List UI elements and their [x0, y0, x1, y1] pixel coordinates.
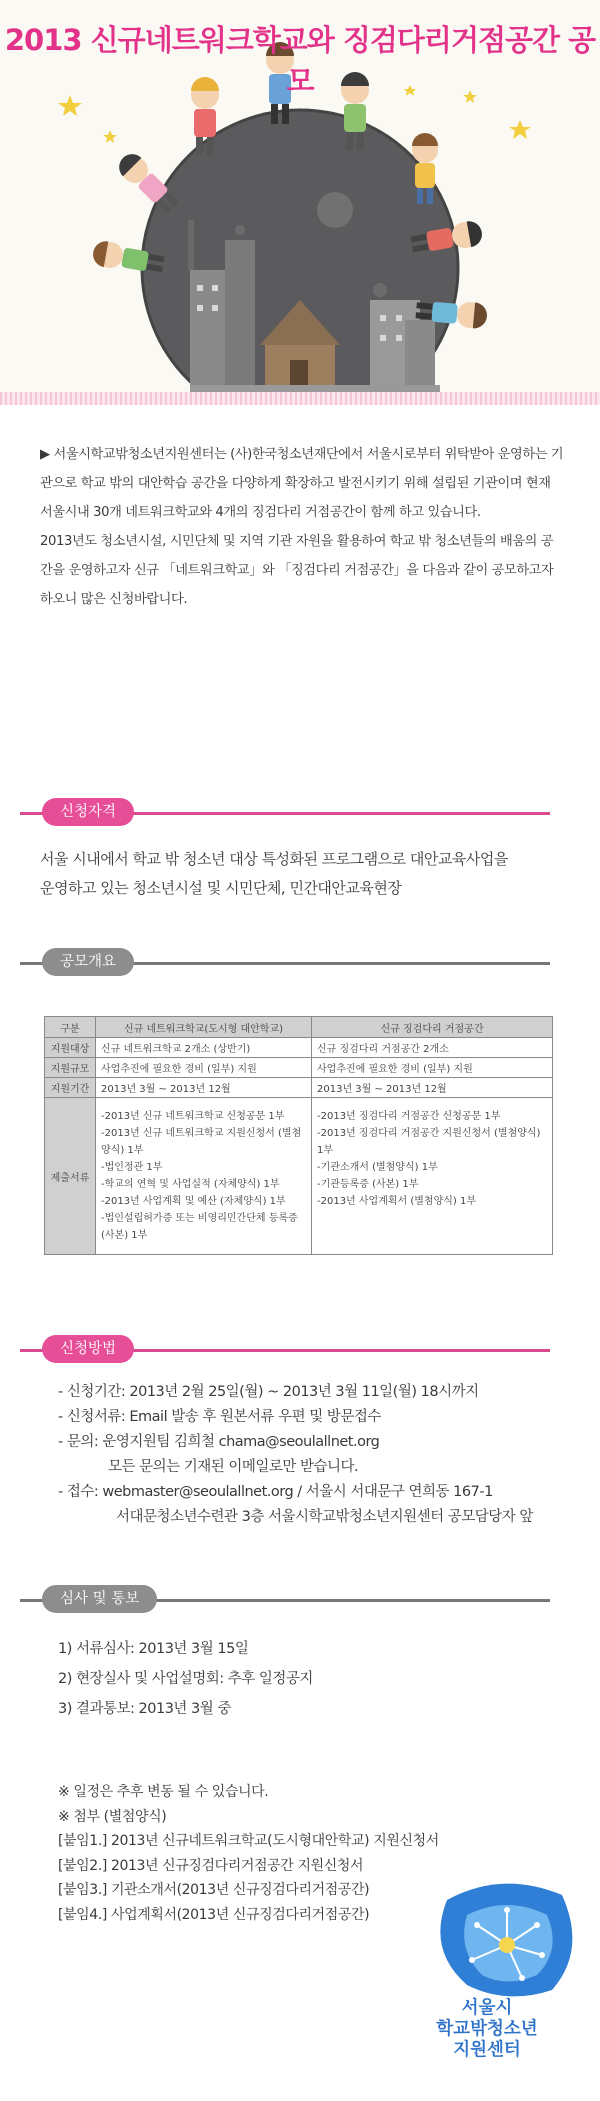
table-header: 신규 징검다리 거점공간 — [312, 1017, 553, 1038]
list-item: -기관등록증 (사본) 1부 — [317, 1179, 419, 1190]
table-cell: 신규 징검다리 거점공간 2개소 — [312, 1038, 553, 1058]
list-item: 2) 현장실사 및 사업설명회: 추후 일정공지 — [58, 1671, 313, 1687]
method-contact: - 문의: 운영지원팀 김희철 chama@seoulallnet.org — [58, 1434, 380, 1450]
table-header-row — [45, 1017, 553, 1038]
list-item: -2013년 징검다리 거점공간 신청공문 1부 — [317, 1111, 501, 1122]
hero-banner — [0, 0, 600, 405]
list-item: 1) 서류심사: 2013년 3월 15일 — [58, 1641, 249, 1657]
table-cell: 신규 네트워크학교 2개소 (상반기) — [96, 1038, 312, 1058]
section-header-qualification: 신청자격 — [42, 798, 134, 826]
table-cell: 2013년 3월 ~ 2013년 12월 — [96, 1078, 312, 1098]
table-header: 신규 네트워크학교(도시형 대안학교) — [96, 1017, 312, 1038]
intro-text — [40, 440, 565, 614]
table-row-label: 지원규모 — [45, 1058, 96, 1078]
logo-line-1: 서울시 — [461, 1998, 513, 2018]
method-docs: - 신청서류: Email 발송 후 원본서류 우편 및 방문접수 — [58, 1409, 381, 1425]
docs-school-cell — [96, 1098, 312, 1255]
table-row-label: 지원대상 — [45, 1038, 96, 1058]
table-row-label: 지원기간 — [45, 1078, 96, 1098]
list-item: -학교의 연혁 및 사업실적 (자체양식) 1부 — [101, 1179, 280, 1190]
list-item: -법인정관 1부 — [101, 1162, 163, 1173]
list-item: -2013년 징검다리 거점공간 지원신청서 (별첨양식) 1부 — [317, 1128, 541, 1156]
qualification-line-1: 서울 시내에서 학교 밖 청소년 대상 특성화된 프로그램으로 대안교육사업을 — [40, 850, 508, 868]
list-item: ※ 첨부 (별첨양식) — [58, 1808, 167, 1825]
section-header-review: 심사 및 통보 — [42, 1585, 157, 1613]
notes-list — [58, 1780, 439, 1927]
list-item: -2013년 신규 네트워크학교 지원신청서 (별첨양식) 1부 — [101, 1128, 302, 1156]
method-list — [58, 1380, 578, 1530]
intro-paragraph-2: 2013년도 청소년시설, 시민단체 및 지역 기관 자원을 활용하여 학교 밖 청소년들의 배움의 공간을 운영하고자 신규 「네트워크학교」와 「징검다리 거점공간」을 다음과 같이 공모하고자 하오니 많은 신청바랍니다. — [40, 534, 554, 607]
list-item: -2013년 사업계획서 (별첨양식) 1부 — [317, 1196, 477, 1207]
table-row — [45, 1058, 553, 1078]
table-row — [45, 1078, 553, 1098]
list-item: -법인설립허가증 또는 비영리민간단체 등록증 (사본) 1부 — [101, 1213, 298, 1241]
list-item: ※ 일정은 추후 변동 될 수 있습니다. — [58, 1784, 269, 1800]
method-submit-address: 서대문청소년수련관 3층 서울시학교밖청소년지원센터 공모담당자 앞 — [116, 1509, 533, 1525]
moon-icon — [493, 100, 575, 183]
table-row — [45, 1098, 553, 1255]
list-item: -2013년 신규 네트워크학교 신청공문 1부 — [101, 1111, 285, 1122]
overview-table — [44, 1016, 553, 1255]
section-header-overview: 공모개요 — [42, 948, 134, 976]
page-title: 2013 신규네트워크학교와 징검다리거점공간 공모 — [4, 23, 596, 98]
intro-paragraph-1: ▶ 서울시학교밖청소년지원센터는 (사)한국청소년재단에서 서울시로부터 위탁받아 운영하는 기관으로 학교 밖의 대안학습 공간을 다양하게 확장하고 발전시키기 위해 설립된 기관이며 현재 서울시내 30개 네트워크학교와 4개의 징검다리 거점공간이 함께 하고 있습니다. — [40, 447, 564, 520]
qualification-text — [40, 845, 565, 903]
decorative-band — [0, 392, 600, 405]
review-list — [58, 1634, 538, 1724]
table-cell: 사업추진에 필요한 경비 (일부) 지원 — [312, 1058, 553, 1078]
list-item: [붙임2.] 2013년 신규징검다리거점공간 지원신청서 — [58, 1857, 364, 1874]
list-item: 3) 결과통보: 2013년 3월 중 — [58, 1701, 231, 1717]
logo-line-3: 지원센터 — [453, 2040, 521, 2060]
qualification-line-2: 운영하고 있는 청소년시설 및 시민단체, 민간대안교육현장 — [40, 879, 402, 897]
table-header: 구분 — [45, 1017, 96, 1038]
table-row — [45, 1038, 553, 1058]
list-item: -기관소개서 (별첨양식) 1부 — [317, 1162, 438, 1173]
table-cell: 2013년 3월 ~ 2013년 12월 — [312, 1078, 553, 1098]
docs-space-cell — [312, 1098, 553, 1255]
list-item: [붙임3.] 기관소개서(2013년 신규징검다리거점공간) — [58, 1882, 370, 1898]
list-item: -2013년 사업계획 및 예산 (자체양식) 1부 — [101, 1196, 286, 1207]
logo-emblem-icon — [412, 1880, 592, 2005]
list-item: [붙임1.] 2013년 신규네트워크학교(도시형대안학교) 지원신청서 — [58, 1833, 439, 1849]
method-contact-note: 모든 문의는 기재된 이메일로만 받습니다. — [108, 1459, 359, 1475]
logo-text — [412, 1998, 562, 2061]
table-row-label: 제출서류 — [45, 1098, 96, 1255]
center-logo — [412, 1880, 592, 2095]
table-cell: 사업추진에 필요한 경비 (일부) 지원 — [96, 1058, 312, 1078]
section-header-method: 신청방법 — [42, 1335, 134, 1363]
logo-line-2: 학교밖청소년 — [436, 2019, 538, 2039]
method-period: - 신청기간: 2013년 2월 25일(월) ~ 2013년 3월 11일(월) 18시까지 — [58, 1384, 479, 1400]
method-submit: - 접수: webmaster@seoulallnet.org / 서울시 서대문구 연희동 167-1 — [58, 1484, 493, 1500]
list-item: [붙임4.] 사업계획서(2013년 신규징검다리거점공간) — [58, 1906, 370, 1923]
